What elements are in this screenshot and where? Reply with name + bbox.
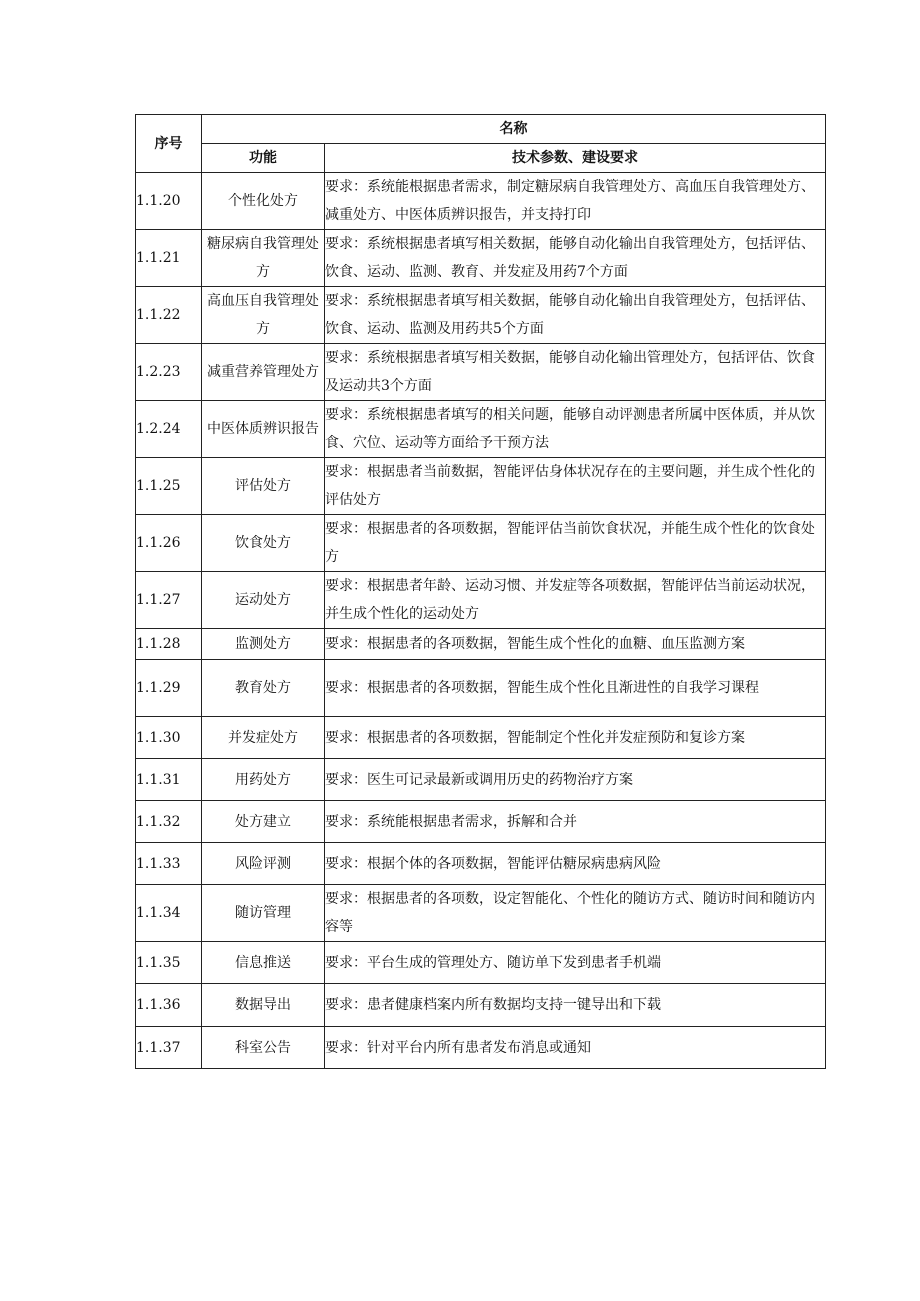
row-function: 评估处方 xyxy=(202,458,325,515)
row-requirement: 要求：根据个体的各项数据，智能评估糖尿病患病风险 xyxy=(325,843,826,885)
row-function: 随访管理 xyxy=(202,885,325,942)
row-number: 1.1.26 xyxy=(136,515,202,572)
row-function: 数据导出 xyxy=(202,984,325,1027)
row-number: 1.1.28 xyxy=(136,629,202,660)
spec-table xyxy=(135,114,826,1069)
table-row xyxy=(136,717,826,759)
table-header xyxy=(136,115,826,173)
row-requirement: 要求：针对平台内所有患者发布消息或通知 xyxy=(325,1027,826,1069)
table-row xyxy=(136,629,826,660)
table-row xyxy=(136,173,826,230)
row-function: 饮食处方 xyxy=(202,515,325,572)
row-requirement: 要求：系统能根据患者需求，制定糖尿病自我管理处方、高血压自我管理处方、减重处方、中医体质辨识报告，并支持打印 xyxy=(325,173,826,230)
header-function: 功能 xyxy=(202,144,325,173)
row-function: 并发症处方 xyxy=(202,717,325,759)
row-requirement: 要求：系统根据患者填写相关数据，能够自动化输出自我管理处方，包括评估、饮食、运动、监测及用药共5个方面 xyxy=(325,287,826,344)
row-number: 1.1.35 xyxy=(136,942,202,984)
row-requirement: 要求：根据患者的各项数据，智能生成个性化的血糖、血压监测方案 xyxy=(325,629,826,660)
row-requirement: 要求：系统根据患者填写相关数据，能够自动化输出管理处方，包括评估、饮食及运动共3个方面 xyxy=(325,344,826,401)
row-requirement: 要求：医生可记录最新或调用历史的药物治疗方案 xyxy=(325,759,826,801)
row-requirement: 要求：根据患者的各项数据，智能生成个性化且渐进性的自我学习课程 xyxy=(325,660,826,717)
table-row xyxy=(136,843,826,885)
row-function: 监测处方 xyxy=(202,629,325,660)
row-requirement: 要求：系统根据患者填写的相关问题，能够自动评测患者所属中医体质，并从饮食、穴位、运动等方面给予干预方法 xyxy=(325,401,826,458)
row-number: 1.1.37 xyxy=(136,1027,202,1069)
row-requirement: 要求：根据患者的各项数据，智能制定个性化并发症预防和复诊方案 xyxy=(325,717,826,759)
row-function: 科室公告 xyxy=(202,1027,325,1069)
table-row xyxy=(136,660,826,717)
table-row xyxy=(136,458,826,515)
row-function: 高血压自我管理处方 xyxy=(202,287,325,344)
row-function: 运动处方 xyxy=(202,572,325,629)
table-row xyxy=(136,572,826,629)
table-row xyxy=(136,287,826,344)
row-requirement: 要求：根据患者的各项数据，智能评估当前饮食状况，并能生成个性化的饮食处方 xyxy=(325,515,826,572)
row-number: 1.2.24 xyxy=(136,401,202,458)
row-number: 1.1.27 xyxy=(136,572,202,629)
row-number: 1.1.22 xyxy=(136,287,202,344)
row-requirement: 要求：根据患者年龄、运动习惯、并发症等各项数据，智能评估当前运动状况，并生成个性化的运动处方 xyxy=(325,572,826,629)
header-name: 名称 xyxy=(202,115,826,144)
table-row xyxy=(136,1027,826,1069)
row-number: 1.1.20 xyxy=(136,173,202,230)
row-number: 1.1.32 xyxy=(136,801,202,843)
row-function: 教育处方 xyxy=(202,660,325,717)
row-function: 中医体质辨识报告 xyxy=(202,401,325,458)
table-row xyxy=(136,515,826,572)
row-number: 1.1.36 xyxy=(136,984,202,1027)
row-function: 减重营养管理处方 xyxy=(202,344,325,401)
header-tech: 技术参数、建设要求 xyxy=(325,144,826,173)
row-number: 1.1.21 xyxy=(136,230,202,287)
row-function: 风险评测 xyxy=(202,843,325,885)
header-seq: 序号 xyxy=(136,115,202,173)
row-number: 1.1.31 xyxy=(136,759,202,801)
table-row xyxy=(136,942,826,984)
row-function: 个性化处方 xyxy=(202,173,325,230)
table-row xyxy=(136,885,826,942)
row-requirement: 要求：系统能根据患者需求，拆解和合并 xyxy=(325,801,826,843)
row-number: 1.1.33 xyxy=(136,843,202,885)
row-requirement: 要求：患者健康档案内所有数据均支持一键导出和下载 xyxy=(325,984,826,1027)
row-function: 用药处方 xyxy=(202,759,325,801)
row-function: 信息推送 xyxy=(202,942,325,984)
row-requirement: 要求：根据患者的各项数，设定智能化、个性化的随访方式、随访时间和随访内容等 xyxy=(325,885,826,942)
table-row xyxy=(136,401,826,458)
row-number: 1.2.23 xyxy=(136,344,202,401)
row-requirement: 要求：根据患者当前数据，智能评估身体状况存在的主要问题，并生成个性化的评估处方 xyxy=(325,458,826,515)
row-number: 1.1.25 xyxy=(136,458,202,515)
row-requirement: 要求：平台生成的管理处方、随访单下发到患者手机端 xyxy=(325,942,826,984)
row-number: 1.1.29 xyxy=(136,660,202,717)
table-row xyxy=(136,344,826,401)
table-row xyxy=(136,801,826,843)
row-number: 1.1.30 xyxy=(136,717,202,759)
row-function: 糖尿病自我管理处方 xyxy=(202,230,325,287)
table-row xyxy=(136,984,826,1027)
table-row xyxy=(136,230,826,287)
row-function: 处方建立 xyxy=(202,801,325,843)
table-row xyxy=(136,759,826,801)
row-number: 1.1.34 xyxy=(136,885,202,942)
row-requirement: 要求：系统根据患者填写相关数据，能够自动化输出自我管理处方，包括评估、饮食、运动、监测、教育、并发症及用药7个方面 xyxy=(325,230,826,287)
